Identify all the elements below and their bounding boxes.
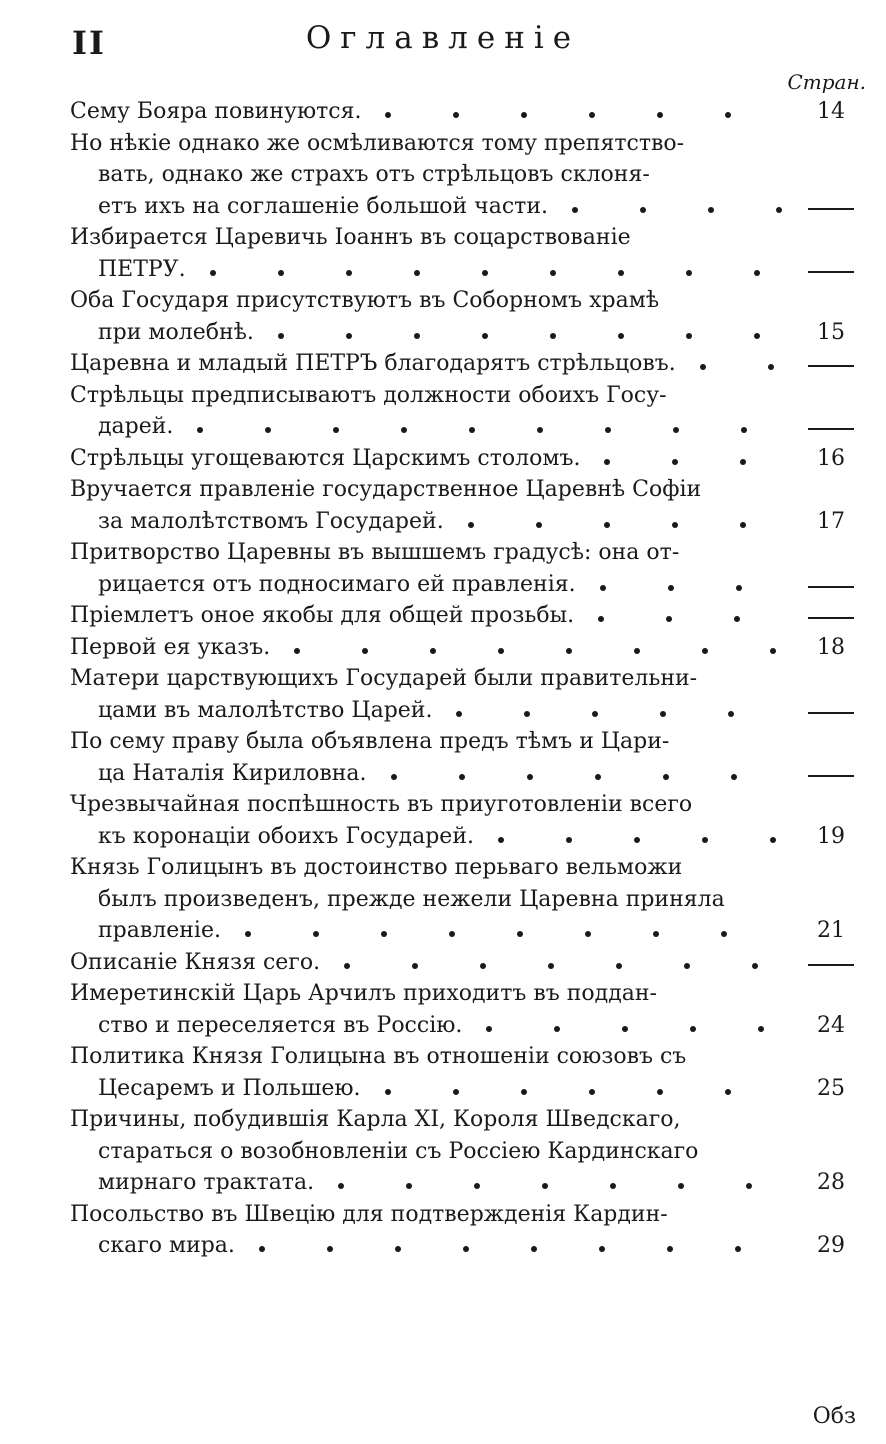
leader-dot (700, 364, 706, 370)
leader-dot (517, 931, 523, 937)
toc-entry-line (70, 852, 860, 884)
toc-entry-text: Стрѣльцы предписываютъ должности обоихъ Госу- (70, 382, 667, 408)
ditto-dash (808, 208, 854, 210)
leader-dot (666, 616, 672, 622)
ditto-dash (808, 586, 854, 588)
toc-entry-line (70, 1167, 860, 1199)
toc-entry (70, 1104, 860, 1199)
toc-entry-line (70, 1073, 860, 1105)
toc-entry-text: Стрѣльцы угощеваются Царскимъ столомъ. (70, 445, 581, 471)
leader-dot (678, 1183, 684, 1189)
leader-dot (414, 333, 420, 339)
leader-dot (605, 427, 611, 433)
toc-entry-text: правленіе. (98, 918, 221, 943)
toc-entry-line (70, 222, 860, 254)
leader-dot (486, 1026, 492, 1032)
toc-entry-text: Избирается Царевичь Іоаннъ въ соцарствованіе (70, 225, 631, 250)
toc-entry-line (70, 663, 860, 695)
leader-dot (768, 364, 774, 370)
leader-dot (740, 522, 746, 528)
leader-dot (731, 774, 737, 780)
leader-dot (346, 270, 352, 276)
leader-dot (734, 616, 740, 622)
toc-entry-line (70, 1010, 860, 1042)
leader-dot (245, 931, 251, 937)
toc-entry-text: Но нѣкіе однако же осмѣливаются тому препятство- (70, 130, 685, 156)
toc-entry (70, 789, 860, 852)
leader-dot (589, 112, 595, 118)
toc-entry (70, 443, 860, 475)
leader-dot (468, 522, 474, 528)
toc-entry-line (70, 600, 860, 632)
toc-entry-text: Сему Бояра повинуются. (70, 99, 362, 124)
leader-dot (381, 931, 387, 937)
leader-dot (430, 648, 436, 654)
leader-dot (660, 711, 666, 717)
leader-dot (480, 963, 486, 969)
toc-entry (70, 632, 860, 664)
toc-entry-line (70, 96, 860, 128)
leader-dot (686, 270, 692, 276)
ditto-dash (808, 617, 854, 619)
ditto-dash (808, 775, 854, 777)
toc-entry-text: Политика Князя Голицына въ отношеніи союзовъ съ (70, 1044, 687, 1069)
leader-dot (527, 774, 533, 780)
toc-page-ref: 19 (817, 823, 845, 849)
toc-entry-text: дарей. (98, 414, 174, 439)
leader-dot (667, 1246, 673, 1252)
leader-dot (550, 270, 556, 276)
toc-entry-line (70, 474, 860, 506)
leader-dot (197, 427, 203, 433)
toc-entry (70, 978, 860, 1041)
leader-dot (542, 1183, 548, 1189)
leader-dot (589, 1089, 595, 1095)
leader-dot (521, 112, 527, 118)
toc-entry-text: Оба Государя присутствуютъ въ Соборномъ храмѣ (70, 288, 660, 313)
leader-dot (362, 648, 368, 654)
leader-dot (265, 427, 271, 433)
toc-entry (70, 348, 860, 380)
leader-dot (618, 270, 624, 276)
ditto-dash (808, 964, 854, 966)
toc-entry-line (70, 632, 860, 664)
toc-page-ref: 14 (817, 99, 845, 124)
leader-dot (622, 1026, 628, 1032)
toc-page-ref: 17 (817, 508, 845, 534)
leader-dot (758, 1026, 764, 1032)
toc-entry-line (70, 317, 860, 349)
leader-dot (566, 648, 572, 654)
toc-entry-text: Описаніе Князя сего. (70, 949, 321, 975)
leader-dot (725, 1089, 731, 1095)
leader-dot (668, 585, 674, 591)
ditto-dash (808, 271, 854, 273)
leader-dot (385, 112, 391, 118)
toc-entry-line (70, 380, 860, 412)
leader-dot (469, 427, 475, 433)
leader-dot (278, 270, 284, 276)
toc-entry-line (70, 191, 860, 223)
leader-dot (708, 207, 714, 213)
toc-entry-text: Царевна и младый ПЕТРЪ благодарятъ стрѣльцовъ. (70, 351, 676, 376)
leader-dot (333, 427, 339, 433)
toc-entry-line (70, 978, 860, 1010)
leader-dot (401, 427, 407, 433)
leader-dot (498, 837, 504, 843)
toc-entry-text: Имеретинскій Царь Арчилъ приходитъ въ поддан- (70, 981, 657, 1006)
toc-page-ref: 18 (817, 634, 845, 660)
leader-dot (453, 112, 459, 118)
toc-entry-line (70, 758, 860, 790)
toc-entry-line (70, 537, 860, 569)
toc-entry-text: ство и переселяется въ Россію. (98, 1012, 463, 1038)
leader-dot (344, 963, 350, 969)
toc-entry-text: Цесаремъ и Польшею. (98, 1075, 361, 1101)
leader-dot (740, 459, 746, 465)
leader-dot (463, 1246, 469, 1252)
toc-page-ref: 21 (817, 918, 845, 943)
toc-entry (70, 663, 860, 726)
leader-dot (702, 648, 708, 654)
toc-entry-line (70, 789, 860, 821)
toc-entry-line (70, 726, 860, 758)
leader-dot (456, 711, 462, 717)
leader-dot (634, 648, 640, 654)
toc-page-ref: 15 (817, 319, 845, 345)
toc-entry-text: ца Наталія Кириловна. (98, 760, 367, 786)
toc-page-ref: 25 (817, 1075, 845, 1101)
leader-dot (754, 333, 760, 339)
page-title: Оглавленіе (305, 20, 581, 56)
toc-entry-line (70, 947, 860, 979)
leader-dot (566, 837, 572, 843)
toc-entry (70, 600, 860, 632)
leader-dot (604, 459, 610, 465)
leader-dot (735, 1246, 741, 1252)
toc-entry (70, 128, 860, 223)
leader-dot (736, 585, 742, 591)
leader-dot (414, 270, 420, 276)
toc-entry (70, 852, 860, 947)
leader-dot (210, 270, 216, 276)
leader-dot (673, 427, 679, 433)
leader-dot (554, 1026, 560, 1032)
toc-entry-text: етъ ихъ на соглашеніе большой части. (98, 193, 548, 219)
leader-dot (598, 616, 604, 622)
leader-dot (599, 1246, 605, 1252)
leader-dot (657, 1089, 663, 1095)
toc-entry-text: рицается отъ подносимаго ей правленія. (98, 571, 576, 597)
toc-entry-text: Притворство Царевны въ вышшемъ градусѣ: она от- (70, 540, 680, 565)
toc-entry-line (70, 1199, 860, 1231)
ditto-dash (808, 712, 854, 714)
leader-dot (482, 270, 488, 276)
leader-dot (595, 774, 601, 780)
leader-dot (550, 333, 556, 339)
toc-entry-line (70, 1136, 860, 1168)
toc-entry (70, 285, 860, 348)
leader-dot (385, 1089, 391, 1095)
toc-entry-text: Пріемлетъ оное якобы для общей прозьбы. (70, 603, 575, 628)
leader-dot (684, 963, 690, 969)
leader-dot (776, 207, 782, 213)
leader-dot (618, 333, 624, 339)
leader-dot (521, 1089, 527, 1095)
page-number: II (72, 24, 106, 62)
toc-entry-line (70, 821, 860, 853)
toc-entry-line (70, 1104, 860, 1136)
toc-entry-line (70, 254, 860, 286)
leader-dot (604, 522, 610, 528)
leader-dot (294, 648, 300, 654)
leader-dot (770, 648, 776, 654)
leader-dot (391, 774, 397, 780)
leader-dot (453, 1089, 459, 1095)
leader-dot (327, 1246, 333, 1252)
leader-dot (474, 1183, 480, 1189)
leader-dot (754, 270, 760, 276)
leader-dot (653, 931, 659, 937)
ditto-dash (808, 428, 854, 430)
toc-entry-text: цами въ малолѣтство Царей. (98, 697, 433, 723)
leader-dot (672, 522, 678, 528)
toc-entry-line (70, 915, 860, 947)
leader-dot (746, 1183, 752, 1189)
toc-entry-text: скаго мира. (98, 1233, 235, 1258)
leader-dot (702, 837, 708, 843)
leader-dot (663, 774, 669, 780)
leader-dot (600, 585, 606, 591)
leader-dot (449, 931, 455, 937)
leader-dot (690, 1026, 696, 1032)
toc-entry (70, 474, 860, 537)
leader-dot (585, 931, 591, 937)
toc-entry-text: По сему праву была объявлена предъ тѣмъ и Цари- (70, 729, 670, 754)
toc-entry-text: за малолѣтствомъ Государей. (98, 508, 444, 534)
leader-dot (278, 333, 284, 339)
toc-entry-text: Матери царствующихъ Государей были правительни- (70, 666, 698, 691)
toc-entry (70, 222, 860, 285)
toc-entry-text: Причины, побудившія Карла XI, Короля Шведскаго, (70, 1107, 681, 1132)
toc-entry-line (70, 348, 860, 380)
ditto-dash (808, 365, 854, 367)
leader-dot (346, 333, 352, 339)
leader-dot (752, 963, 758, 969)
leader-dot (770, 837, 776, 843)
toc-page-ref: 24 (817, 1012, 845, 1038)
leader-dot (616, 963, 622, 969)
leader-dot (395, 1246, 401, 1252)
leader-dot (657, 112, 663, 118)
toc-entry (70, 537, 860, 600)
catchword: Обз (812, 1404, 856, 1429)
toc-page-ref: 28 (817, 1170, 845, 1195)
leader-dot (524, 711, 530, 717)
toc-entry-text: Чрезвычайная поспѣшность въ приуготовленіи всего (70, 792, 693, 817)
toc-entry-text: при молебнѣ. (98, 319, 254, 345)
toc-entry-line (70, 884, 860, 916)
leader-dot (634, 837, 640, 843)
leader-dot (259, 1246, 265, 1252)
toc-entry-text: мирнаго трактата. (98, 1170, 315, 1195)
toc-entry-text: Вручается правленіе государственное Царевнѣ Софіи (70, 477, 702, 502)
leader-dot (672, 459, 678, 465)
toc-entry (70, 947, 860, 979)
toc-entry-line (70, 285, 860, 317)
toc-entry-line (70, 443, 860, 475)
toc-entry (70, 380, 860, 443)
toc-entry-text: Посольство въ Швецію для подтвержденія Кардин- (70, 1201, 668, 1227)
toc-entry-text: стараться о возобновленіи съ Россіею Кардинскаго (98, 1138, 699, 1164)
leader-dot (548, 963, 554, 969)
toc-entry-line (70, 1230, 860, 1262)
leader-dot (482, 333, 488, 339)
leader-dot (686, 333, 692, 339)
leader-dot (640, 207, 646, 213)
toc-entry-line (70, 1041, 860, 1073)
leader-dot (725, 112, 731, 118)
toc-page-ref: 16 (817, 445, 845, 471)
toc-entry (70, 96, 860, 128)
toc-entry-text: ПЕТРУ. (98, 256, 186, 282)
toc-entry-text: Князь Голицынъ въ достоинство перьваго вельможи (70, 855, 683, 880)
toc-entry-line (70, 695, 860, 727)
leader-dot (459, 774, 465, 780)
toc-entry-line (70, 506, 860, 538)
toc-entry-line (70, 569, 860, 601)
table-of-contents (70, 96, 860, 1262)
leader-dot (313, 931, 319, 937)
leader-dot (537, 427, 543, 433)
toc-entry-line (70, 411, 860, 443)
leader-dot (498, 648, 504, 654)
leader-dot (721, 931, 727, 937)
leader-dot (572, 207, 578, 213)
leader-dot (592, 711, 598, 717)
leader-dot (741, 427, 747, 433)
toc-entry (70, 726, 860, 789)
toc-entry (70, 1041, 860, 1104)
page-column-header: Стран. (787, 70, 866, 94)
leader-dot (531, 1246, 537, 1252)
toc-entry-text: къ коронаціи обоихъ Государей. (98, 823, 474, 849)
toc-entry-line (70, 159, 860, 191)
leader-dot (406, 1183, 412, 1189)
toc-entry-line (70, 128, 860, 160)
leader-dot (536, 522, 542, 528)
toc-entry-text: былъ произведенъ, прежде нежели Царевна приняла (98, 886, 725, 912)
toc-page-ref: 29 (817, 1233, 845, 1258)
toc-entry (70, 1199, 860, 1262)
leader-dot (728, 711, 734, 717)
leader-dot (610, 1183, 616, 1189)
toc-entry-text: вать, однако же страхъ отъ стрѣльцовъ склоня- (98, 162, 650, 187)
leader-dot (412, 963, 418, 969)
leader-dot (338, 1183, 344, 1189)
toc-entry-text: Первой ея указъ. (70, 634, 271, 660)
